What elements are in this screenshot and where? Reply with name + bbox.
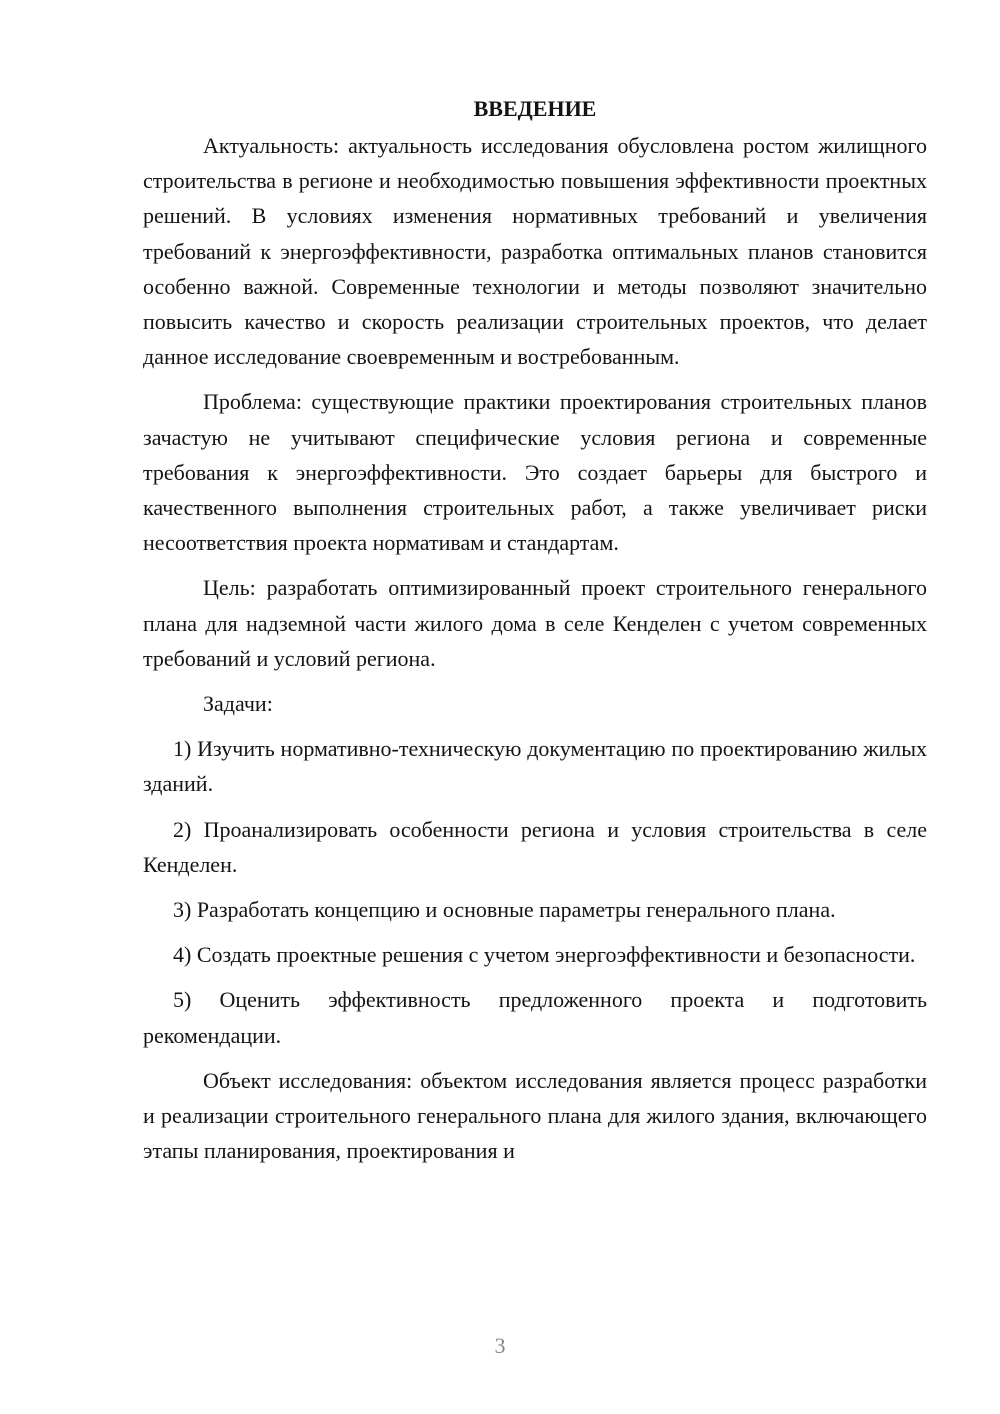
paragraph-problem: Проблема: существующие практики проектирования строительных планов зачастую не учитывают специфические условия региона и современные требования к энергоэффективности. Это создает барьеры для быстрого и качественного выполнения строительных работ, а также увеличивает риски несоответствия проекта нормативам и стандартам. [143, 389, 927, 556]
paragraph-relevance: Актуальность: актуальность исследования обусловлена ростом жилищного строительства в регионе и необходимостью повышения эффективности проектных решений. В условиях изменения нормативных требований и увеличения требований к энергоэффективности, разработка оптимальных планов становится особенно важной. Современные технологии и методы позволяют значительно повысить качество и скорость реализации строительных проектов, что делает данное исследование своевременным и востребованным. [143, 133, 927, 370]
page-content [143, 92, 927, 1178]
task-item-1: 1) Изучить нормативно-техническую документацию по проектированию жилых зданий. [143, 736, 927, 797]
task-item-3: 3) Разработать концепцию и основные параметры генерального плана. [173, 897, 836, 923]
paragraph-goal: Цель: разработать оптимизированный проект строительного генерального плана для надземной части жилого дома в селе Кенделен с учетом современных требований и условий региона. [143, 575, 927, 671]
task-item-2: 2) Проанализировать особенности региона и условия строительства в селе Кенделен. [143, 816, 927, 877]
tasks-heading: Задачи: [203, 691, 273, 717]
page-number: 3 [494, 1333, 506, 1358]
task-item-5: 5) Оценить эффективность предложенного проекта и подготовить рекомендации. [143, 987, 927, 1048]
section-title: ВВЕДЕНИЕ [473, 96, 597, 121]
paragraph-object: Объект исследования: объектом исследования является процесс разработки и реализации строительного генерального плана для жилого здания, включающего этапы планирования, проектирования и [143, 1067, 927, 1164]
task-item-4: 4) Создать проектные решения с учетом энергоэффективности и безопасности. [173, 942, 916, 968]
